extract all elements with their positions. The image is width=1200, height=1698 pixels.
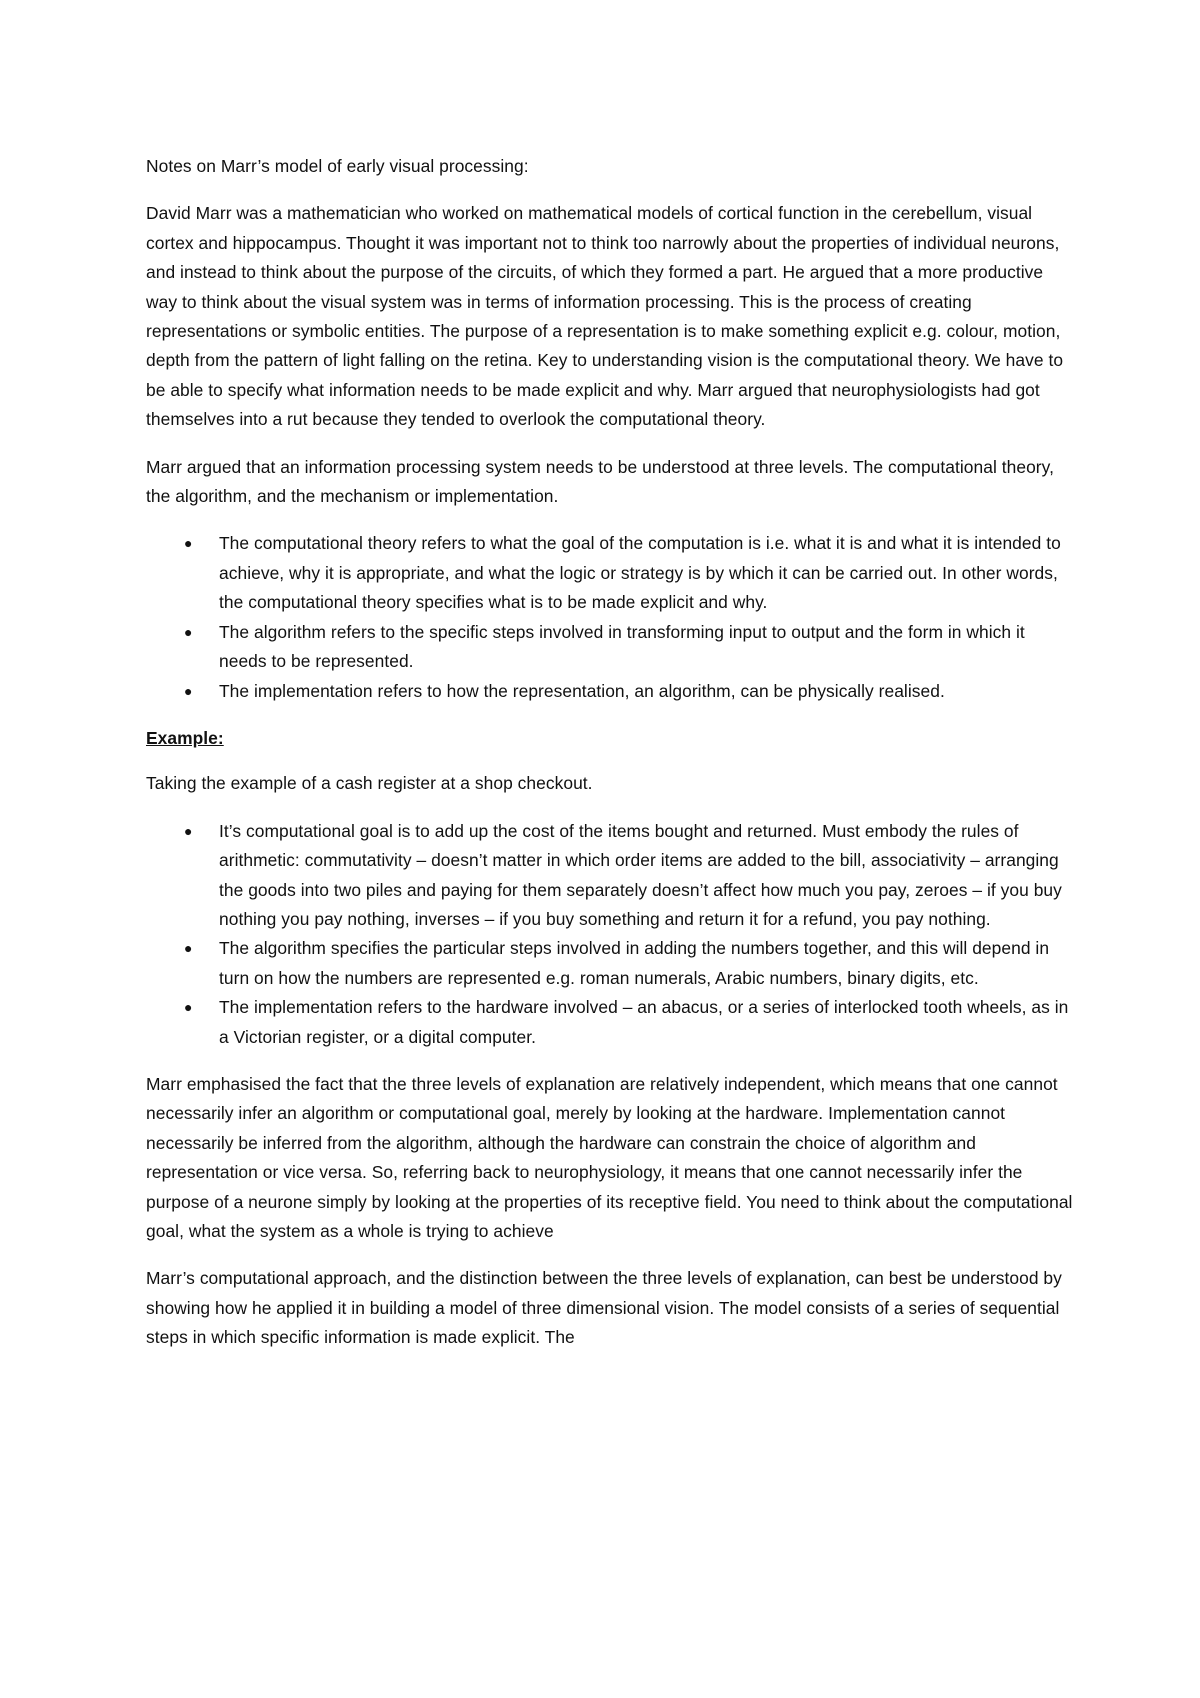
- list-item: [146, 934, 1076, 993]
- bullet-icon: ●: [184, 535, 193, 552]
- bullet-icon: ●: [184, 682, 193, 699]
- example-list: [146, 817, 1076, 1052]
- list-item: [146, 618, 1076, 677]
- list-item: [146, 993, 1076, 1052]
- bullet-icon: ●: [184, 623, 193, 640]
- three-levels-paragraph: Marr argued that an information processing system needs to be understood at three levels. The computational theory, the algorithm, and the mechanism or implementation.: [146, 456, 1054, 507]
- list-item-text: The algorithm specifies the particular steps involved in adding the numbers together, and this will depend in turn on how the numbers are represented e.g. roman numerals, Arabic numbers, binary digits, etc.: [219, 938, 1050, 988]
- page-title: Notes on Marr’s model of early visual processing:: [146, 156, 529, 176]
- example-heading: Example:: [146, 727, 224, 748]
- list-item: [146, 529, 1076, 617]
- bullet-icon: ●: [184, 940, 193, 957]
- list-item-text: The implementation refers to the hardware involved – an abacus, or a series of interlocked tooth wheels, as in a Victorian register, or a digital computer.: [219, 997, 1069, 1047]
- approach-paragraph: Marr’s computational approach, and the distinction between the three levels of explanation, can best be understood by showing how he applied it in building a model of three dimensional vision. The model consists of a series of sequential steps in which specific information is made explicit. The: [146, 1268, 1062, 1348]
- list-item: [146, 817, 1076, 935]
- document-body: [146, 152, 1076, 1371]
- list-item-text: The computational theory refers to what the goal of the computation is i.e. what it is and what it is intended to achieve, why it is appropriate, and what the logic or strategy is by which it can be carried out. In other words, the computational theory specifies what is to be made explicit and why.: [219, 533, 1061, 613]
- bullet-icon: ●: [184, 822, 193, 839]
- list-item-text: It’s computational goal is to add up the cost of the items bought and returned. Must embody the rules of arithmetic: commutativity – doesn’t matter in which order items are added to the bill, associativity – arranging the goods into two piles and paying for them separately doesn’t affect how much you pay, zeroes – if you buy nothing you pay nothing, inverses – if you buy something and return it for a refund, you pay nothing.: [219, 820, 1062, 929]
- list-item: [146, 677, 1076, 706]
- example-intro: Taking the example of a cash register at a shop checkout.: [146, 773, 593, 794]
- levels-list: [146, 529, 1076, 705]
- intro-paragraph: David Marr was a mathematician who worked on mathematical models of cortical function in the cerebellum, visual cortex and hippocampus. Thought it was important not to think too narrowly about the properties of individual neurons, and instead to think about the purpose of the circuits, of which they formed a part. He argued that a more productive way to think about the visual system was in terms of information processing. This is the process of creating representations or symbolic entities. The purpose of a representation is to make something explicit e.g. colour, motion, depth from the pattern of light falling on the retina. Key to understanding vision is the computational theory. We have to be able to specify what information needs to be made explicit and why. Marr argued that neurophysiologists had got themselves into a rut because they tended to overlook the computational theory.: [146, 203, 1064, 430]
- list-item-text: The algorithm refers to the specific steps involved in transforming input to output and the form in which it needs to be represented.: [219, 621, 1025, 672]
- independence-paragraph: Marr emphasised the fact that the three levels of explanation are relatively independent, which means that one cannot necessarily infer an algorithm or computational goal, merely by looking at the hardware. Implementation cannot necessarily be inferred from the algorithm, although the hardware can constrain the choice of algorithm and representation or vice versa. So, referring back to neurophysiology, it means that one cannot necessarily infer the purpose of a neurone simply by looking at the properties of its receptive field. You need to think about the computational goal, what the system as a whole is trying to achieve: [146, 1073, 1073, 1241]
- list-item-text: The implementation refers to how the representation, an algorithm, can be physically realised.: [219, 680, 945, 701]
- bullet-icon: ●: [184, 999, 193, 1016]
